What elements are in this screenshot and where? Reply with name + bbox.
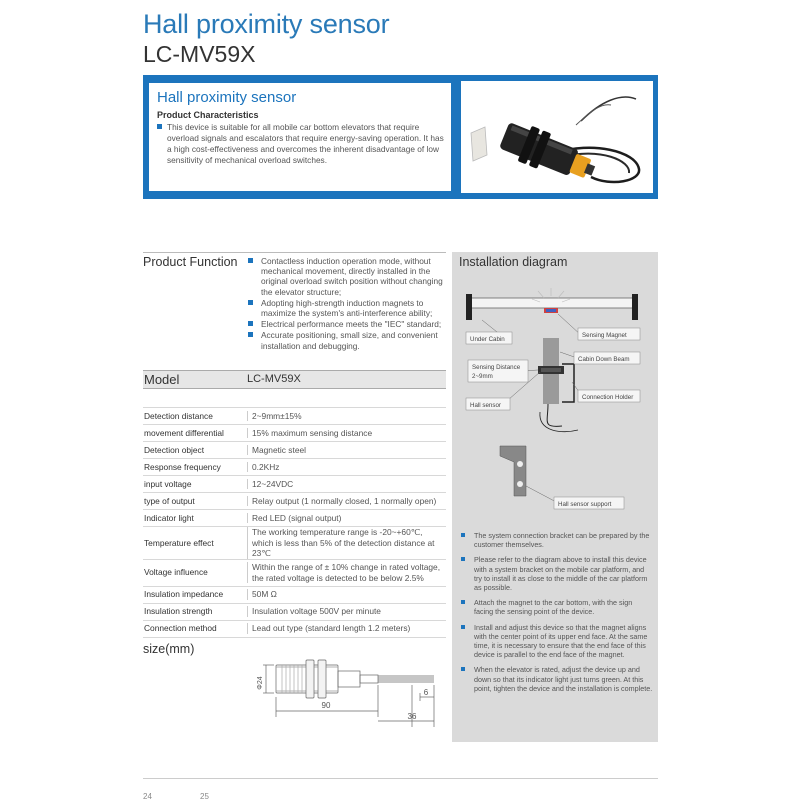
- page-number-right: 25: [200, 792, 209, 800]
- dim-small: 6: [423, 688, 429, 697]
- bullet-icon: [248, 332, 253, 337]
- table-row: Temperature effect The working temperature range is -20~+60℃, which is less than 5% of the detection distance at 23℃: [143, 527, 446, 560]
- model-value: LC-MV59X: [247, 373, 301, 385]
- characteristics-text: This device is suitable for all mobile car bottom elevators that require overload signals and escalators that require energy-saving operation. It has a high cost-effectiveness and overcomes the inherent disadvantage of low sensitivity of mechanical overload switches.: [167, 122, 444, 165]
- product-banner: [143, 75, 658, 199]
- bullet-icon: [461, 625, 465, 629]
- bullet-icon: [248, 300, 253, 305]
- dim-tail: 36: [407, 712, 417, 721]
- installation-panel: [452, 252, 658, 742]
- banner-heading: Hall proximity sensor: [157, 89, 297, 106]
- label-sensing-magnet: Sensing Magnet: [582, 332, 627, 339]
- label-hall-sensor-support: Hall sensor support: [558, 501, 612, 508]
- spec-table: [143, 407, 446, 638]
- table-row: Insulation strength Insulation voltage 500V per minute: [143, 603, 446, 620]
- table-row: type of output Relay output (1 normally closed, 1 normally open): [143, 493, 446, 510]
- list-item: When the elevator is rated, adjust the device up and down so that its indicator light just turns green. At this point, tighten the device and the installation is complete.: [461, 665, 653, 693]
- table-row: Voltage influence Within the range of ± 10% change in rated voltage, the rated voltage is detected to be below 2.5%: [143, 559, 446, 586]
- bullet-icon: [248, 321, 253, 326]
- dim-diameter: Φ24: [257, 676, 264, 690]
- label-distance-value: 2~9mm: [472, 373, 493, 380]
- bullet-icon: [461, 533, 465, 537]
- label-under-cabin: Under Cabin: [470, 336, 505, 343]
- sensor-photo: [461, 81, 653, 193]
- label-cabin-down-beam: Cabin Down Beam: [578, 356, 630, 363]
- banner-subheading: Product Characteristics: [157, 110, 259, 120]
- product-characteristics-card: [149, 83, 451, 191]
- divider: [143, 252, 446, 253]
- table-row: movement differential 15% maximum sensing distance: [143, 425, 446, 442]
- model-title: LC-MV59X: [143, 41, 256, 67]
- product-function-label: Product Function: [143, 255, 238, 269]
- table-row: Connection method Lead out type (standard length 1.2 meters): [143, 620, 446, 637]
- label-connection-holder: Connection Holder: [582, 394, 634, 401]
- bullet-icon: [461, 667, 465, 671]
- table-row: Detection object Magnetic steel: [143, 442, 446, 459]
- model-row: [143, 370, 446, 389]
- dim-length: 90: [321, 701, 331, 710]
- page-title: Hall proximity sensor: [143, 9, 390, 39]
- model-label: Model: [144, 372, 180, 387]
- list-item: Electrical performance meets the "IEC" standard;: [248, 319, 446, 329]
- installation-diagram: [452, 272, 658, 532]
- list-item: Adopting high-strength induction magnets to maximize the system's anti-interference ability;: [248, 298, 446, 318]
- page-number-left: 24: [143, 792, 152, 800]
- list-item: Attach the magnet to the car bottom, with the sign facing the sensing point of the device.: [461, 598, 653, 616]
- list-item: Accurate positioning, small size, and convenient installation and debugging.: [248, 330, 446, 350]
- bullet-icon: [461, 600, 465, 604]
- list-item: Install and adjust this device so that the magnet aligns with the center point of its upper end face. At the same time, it is necessary to ensure that the end face of this device is parallel to the end face of the magnet.: [461, 623, 653, 660]
- installation-notes: [461, 531, 653, 699]
- installation-heading: Installation diagram: [459, 255, 568, 269]
- bullet-icon: [157, 124, 162, 129]
- bullet-icon: [248, 258, 253, 263]
- table-row: Indicator light Red LED (signal output): [143, 510, 446, 527]
- label-hall-sensor: Hall sensor: [470, 402, 501, 409]
- product-function-list: [248, 256, 446, 352]
- list-item: The system connection bracket can be prepared by the customer themselves.: [461, 531, 653, 549]
- size-drawing: [248, 645, 446, 745]
- footer-divider: [143, 778, 658, 779]
- label-sensing-distance: Sensing Distance: [472, 364, 521, 371]
- size-label: size(mm): [143, 642, 195, 656]
- table-row: Detection distance 2~9mm±15%: [143, 408, 446, 425]
- list-item: Please refer to the diagram above to install this device with a system bracket on the mobile car platform, and try to install it as close to the middle of the car platform as possible.: [461, 555, 653, 592]
- table-row: input voltage 12~24VDC: [143, 476, 446, 493]
- table-row: Insulation impedance 50M Ω: [143, 586, 446, 603]
- bullet-icon: [461, 557, 465, 561]
- table-row: Response frequency 0.2KHz: [143, 459, 446, 476]
- list-item: Contactless induction operation mode, without mechanical movement, directly installed in the original overload switch position without changing the elevator structure;: [248, 256, 446, 297]
